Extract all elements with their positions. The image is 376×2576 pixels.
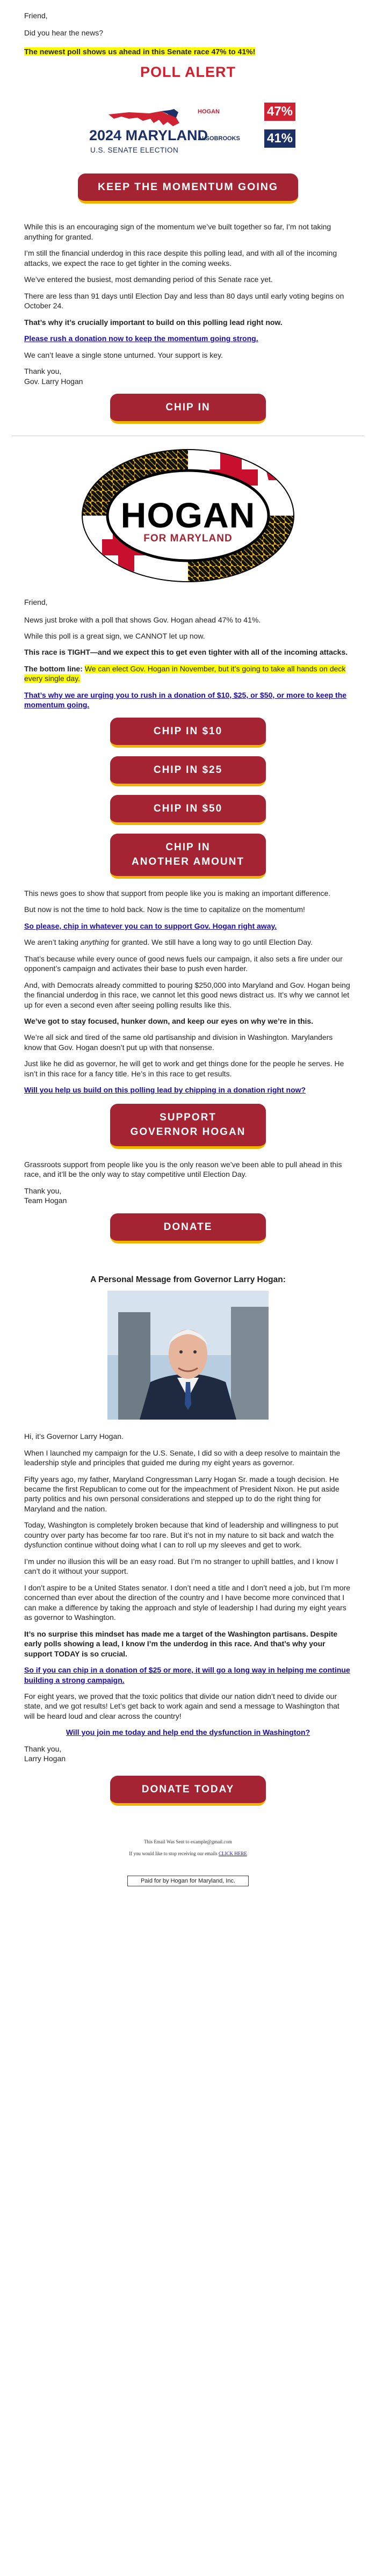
paragraph: It’s no surprise this mindset has made me a target of the Washington partisans. Despite early polls showing a lead, I know I’m the underdog in this race. And that’s why your support TODAY is so crucial. [24, 1629, 338, 1658]
footer [24, 1839, 352, 1857]
paragraph: I’m under no illusion this will be an easy road. But I’m no stranger to uphill battles, and I know I can’t do it without your support. [24, 1557, 338, 1576]
button-line: GOVERNOR HOGAN [130, 1126, 246, 1138]
maryland-map-icon [107, 107, 183, 128]
poll-graphic [81, 62, 295, 164]
text: We aren’t taking [24, 938, 81, 947]
portrait-image [107, 1291, 269, 1420]
sign-off: Thank you, [24, 1186, 62, 1195]
candidate-hogan [198, 103, 295, 121]
chip-in-50-button[interactable]: CHIP IN $50 [110, 795, 266, 825]
sign-off: Thank you, [24, 1744, 62, 1753]
donate-link[interactable]: Will you join me today and help end the dysfunction in Washington? [66, 1728, 310, 1737]
candidate-name: HOGAN [198, 108, 220, 115]
signature: Team Hogan [24, 1196, 67, 1205]
paragraph: There are less than 91 days until Election Day and less than 80 days until early voting begins on October 24. [24, 291, 344, 310]
paragraph: Today, Washington is completely broken because that kind of leadership and willingness to put country over party has become far too rare. But it’s not in my nature to sit back and watch the dysfunction continue without doing what I can to roll up my sleeves and get to work. [24, 1521, 338, 1550]
paid-for-by-disclaimer: Paid for by Hogan for Maryland, Inc. [127, 1876, 249, 1887]
paragraph: When I launched my campaign for the U.S. Senate, I did so with a deep resolve to maintain the leadership style and principles that guided me during my eight years as governor. [24, 1448, 341, 1467]
personal-message-title: A Personal Message from Governor Larry Hogan: [90, 1275, 286, 1284]
signature: Gov. Larry Hogan [24, 377, 83, 386]
poll-subtitle: U.S. SENATE ELECTION [90, 146, 179, 155]
paragraph: Hi, it’s Governor Larry Hogan. [24, 1432, 124, 1441]
paragraph: This race is TIGHT—and we expect this to get even tighter with all of the incoming attacks. [24, 648, 348, 657]
chip-in-button[interactable]: CHIP IN [110, 394, 266, 424]
news-question: Did you hear the news? [24, 28, 104, 38]
poll-election-label [84, 102, 208, 155]
candidate-percent: 41% [264, 129, 295, 148]
paragraph: Fifty years ago, my father, Maryland Congressman Larry Hogan Sr. made a tough decision. He became the first Republican to come out for the impeachment of President Nixon. He put aside party politics and his own personal considerations and stepped up to do the right thing for Maryland and the nation. [24, 1474, 339, 1513]
candidate-name: ALSOBROOKS [198, 135, 240, 142]
donate-link[interactable]: So please, chip in whatever you can to support Gov. Hogan right away. [24, 921, 277, 930]
bottom-line-text: We can elect Gov. Hogan in November, but it’s going to take all hands on deck every single day. [24, 664, 346, 683]
paragraph: I’m still the financial underdog in this race despite this polling lead, and with all of the incoming attacks, we expect the race to get tighter in the coming weeks. [24, 249, 337, 267]
chip-in-25-button[interactable]: CHIP IN $25 [110, 756, 266, 786]
paragraph: While this is an encouraging sign of the momentum we’ve built together so far, I’m not taking anything for granted. [24, 222, 331, 241]
signature: Larry Hogan [24, 1754, 66, 1763]
paragraph: That’s why it’s crucially important to build on this polling lead right now. [24, 317, 283, 327]
unsubscribe-link[interactable]: CLICK HERE [218, 1850, 247, 1856]
sign-off: Thank you, [24, 367, 62, 376]
bottom-line-label: The bottom line: [24, 664, 83, 673]
footer-text: If you would like to stop receiving our emails [129, 1850, 219, 1856]
paragraph: While this poll is a great sign, we CANNOT let up now. [24, 631, 205, 640]
intro-section [24, 0, 352, 424]
donate-link[interactable]: That’s why we are urging you to rush in a donation of $10, $25, or $50, or more to keep the momentum going. [24, 690, 347, 710]
governor-hogan-photo [107, 1291, 269, 1420]
footer-recipient: This Email Was Sent to example@gmail.com [144, 1839, 232, 1844]
keep-momentum-button[interactable]: KEEP THE MOMENTUM GOING [78, 173, 298, 204]
paragraph: This news goes to show that support from people like you is making an important difference. [24, 888, 331, 898]
bottom-line-paragraph [24, 664, 352, 684]
paragraph: And, with Democrats already committed to pouring $250,000 into Maryland and Gov. Hogan being the financial underdog in this race, we cannot let this good news distract us. It’s why we cannot let up for even a second even after seeing polling results like this. [24, 980, 350, 1009]
footer-unsubscribe [24, 1851, 352, 1857]
paragraph: We can’t leave a single stone unturned. Your support is key. [24, 350, 223, 359]
button-line: SUPPORT [160, 1111, 216, 1123]
chip-in-10-button[interactable]: CHIP IN $10 [110, 718, 266, 748]
button-line: ANOTHER AMOUNT [132, 856, 244, 867]
poll-year: 2024 MARYLAND [89, 127, 208, 144]
donate-link[interactable]: Please rush a donation now to keep the momentum going strong. [24, 334, 258, 343]
donate-button[interactable]: DONATE [110, 1213, 266, 1243]
paragraph: We’re all sick and tired of the same old partisanship and division in Washington. Marylanders know that Gov. Hogan doesn’t put up with that nonsense. [24, 1033, 333, 1052]
paragraph: News just broke with a poll that shows Gov. Hogan ahead 47% to 41%. [24, 615, 261, 624]
poll-headline: The newest poll shows us ahead in this Senate race 47% to 41%! [24, 47, 256, 56]
paragraph: We’ve entered the busiest, most demanding period of this Senate race yet. [24, 275, 273, 284]
paragraph: Grassroots support from people like you is the only reason we’ve been able to pull ahead in this race, and it’ll be the only way to stay competitive until Election Day. [24, 1160, 342, 1179]
button-line: CHIP IN [165, 841, 211, 853]
text: for granted. We still have a long way to go until Election Day. [109, 938, 313, 947]
paragraph: We’ve got to stay focused, hunker down, and keep our eyes on why we’re in this. [24, 1017, 314, 1025]
donate-link[interactable]: So if you can chip in a donation of $25 or more, it will go a long way in helping me continue building a strong campaign. [24, 1666, 350, 1684]
paragraph: But now is not the time to hold back. Now is the time to capitalize on the momentum! [24, 905, 305, 914]
paragraph: I don’t aspire to be a United States senator. I don’t need a title and I don’t need a job, but I’m more concerned than ever about the direction of the country and I have become more convinced that I can make a difference by taking the approach and style of leadership I had during my eight years as governor to Washington. [24, 1583, 351, 1622]
paragraph: Just like he did as governor, he will get to work and get things done for the people he serves. He isn’t in this race for a fancy title. He’s in this race to get results. [24, 1059, 344, 1078]
paragraph: That’s because while every ounce of good news fuels our campaign, it also sets a fire under our opponent’s campaign and activates their base to push even harder. [24, 954, 343, 973]
support-governor-hogan-button[interactable] [110, 1104, 266, 1149]
paragraph [24, 937, 352, 947]
poll-title: POLL ALERT [140, 64, 236, 81]
text-emphasis: anything [80, 938, 109, 947]
logo-name: HOGAN [120, 495, 256, 536]
greeting: Friend, [24, 598, 48, 607]
logo-tagline: FOR MARYLAND [143, 533, 233, 545]
chip-in-other-button[interactable] [110, 834, 266, 879]
donate-today-button[interactable]: DONATE TODAY [110, 1776, 266, 1806]
candidate-alsobrooks [198, 129, 295, 148]
greeting: Friend, [24, 11, 48, 20]
donate-link[interactable]: Will you help us build on this polling lead by chipping in a donation right now? [24, 1086, 306, 1095]
candidate-percent: 47% [264, 103, 295, 121]
section-two [24, 448, 352, 1902]
paragraph: For eight years, we proved that the toxic politics that divide our nation didn’t need to divide our state, and we got results! Let’s get back to work again and send a message to Washington that will be heard loud and clear across the country! [24, 1691, 339, 1720]
